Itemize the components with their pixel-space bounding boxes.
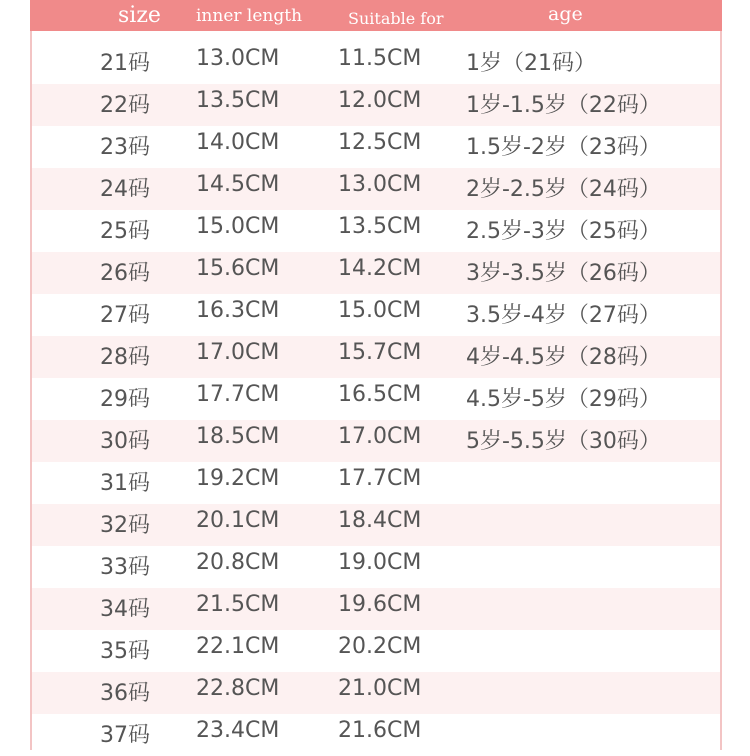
table-header: [30, 0, 722, 31]
inner-length-cell: 20.1CM: [196, 508, 280, 533]
size-cell: 33码: [100, 555, 150, 580]
inner-length-cell: 15.0CM: [196, 214, 280, 239]
inner-length-cell: 13.0CM: [196, 46, 280, 71]
size-cell: 32码: [100, 513, 150, 538]
size-cell: 25码: [100, 219, 150, 244]
suitable-for-cell: 19.6CM: [338, 592, 422, 617]
inner-length-cell: 22.1CM: [196, 634, 280, 659]
suitable-for-cell: 18.4CM: [338, 508, 422, 533]
table-row: [32, 42, 720, 84]
size-cell: 24码: [100, 177, 150, 202]
size-cell: 37码: [100, 723, 150, 748]
age-cell: 5岁-5.5岁（30码）: [466, 429, 661, 454]
size-cell: 29码: [100, 387, 150, 412]
table-row: [32, 294, 720, 336]
size-table-body: [32, 42, 720, 756]
suitable-for-cell: 17.0CM: [338, 424, 422, 449]
age-cell: 1岁（21码）: [466, 51, 596, 76]
age-cell: 4岁-4.5岁（28码）: [466, 345, 661, 370]
suitable-for-cell: 21.6CM: [338, 718, 422, 743]
table-row: [32, 126, 720, 168]
suitable-for-cell: 16.5CM: [338, 382, 422, 407]
suitable-for-cell: 13.5CM: [338, 214, 422, 239]
inner-length-cell: 22.8CM: [196, 676, 280, 701]
suitable-for-cell: 14.2CM: [338, 256, 422, 281]
inner-length-cell: 16.3CM: [196, 298, 280, 323]
size-cell: 35码: [100, 639, 150, 664]
size-cell: 28码: [100, 345, 150, 370]
suitable-for-cell: 21.0CM: [338, 676, 422, 701]
header-age: age: [548, 3, 583, 25]
suitable-for-cell: 15.7CM: [338, 340, 422, 365]
inner-length-cell: 17.0CM: [196, 340, 280, 365]
table-row: [32, 168, 720, 210]
age-cell: 1.5岁-2岁（23码）: [466, 135, 661, 160]
inner-length-cell: 18.5CM: [196, 424, 280, 449]
inner-length-cell: 20.8CM: [196, 550, 280, 575]
table-row: [32, 252, 720, 294]
inner-length-cell: 15.6CM: [196, 256, 280, 281]
inner-length-cell: 14.0CM: [196, 130, 280, 155]
inner-length-cell: 23.4CM: [196, 718, 280, 743]
header-suitable-for: Suitable for: [348, 9, 444, 28]
header-size: size: [118, 3, 161, 28]
inner-length-cell: 21.5CM: [196, 592, 280, 617]
suitable-for-cell: 15.0CM: [338, 298, 422, 323]
size-cell: 30码: [100, 429, 150, 454]
age-cell: 3岁-3.5岁（26码）: [466, 261, 661, 286]
inner-length-cell: 17.7CM: [196, 382, 280, 407]
table-row: [32, 504, 720, 546]
table-row: [32, 210, 720, 252]
size-cell: 27码: [100, 303, 150, 328]
age-cell: 1岁-1.5岁（22码）: [466, 93, 661, 118]
suitable-for-cell: 19.0CM: [338, 550, 422, 575]
table-row: [32, 462, 720, 504]
table-row: [32, 672, 720, 714]
table-row: [32, 336, 720, 378]
table-row: [32, 378, 720, 420]
size-cell: 21码: [100, 51, 150, 76]
suitable-for-cell: 13.0CM: [338, 172, 422, 197]
suitable-for-cell: 12.5CM: [338, 130, 422, 155]
size-cell: 31码: [100, 471, 150, 496]
size-cell: 36码: [100, 681, 150, 706]
size-cell: 23码: [100, 135, 150, 160]
suitable-for-cell: 12.0CM: [338, 88, 422, 113]
table-row: [32, 630, 720, 672]
size-cell: 22码: [100, 93, 150, 118]
age-cell: 3.5岁-4岁（27码）: [466, 303, 661, 328]
header-inner-length: inner length: [196, 6, 303, 26]
inner-length-cell: 13.5CM: [196, 88, 280, 113]
age-cell: 2.5岁-3岁（25码）: [466, 219, 661, 244]
suitable-for-cell: 17.7CM: [338, 466, 422, 491]
suitable-for-cell: 20.2CM: [338, 634, 422, 659]
table-row: [32, 84, 720, 126]
inner-length-cell: 14.5CM: [196, 172, 280, 197]
size-cell: 26码: [100, 261, 150, 286]
age-cell: 4.5岁-5岁（29码）: [466, 387, 661, 412]
age-cell: 2岁-2.5岁（24码）: [466, 177, 661, 202]
size-cell: 34码: [100, 597, 150, 622]
table-row: [32, 546, 720, 588]
table-row: [32, 588, 720, 630]
table-row: [32, 420, 720, 462]
suitable-for-cell: 11.5CM: [338, 46, 422, 71]
inner-length-cell: 19.2CM: [196, 466, 280, 491]
